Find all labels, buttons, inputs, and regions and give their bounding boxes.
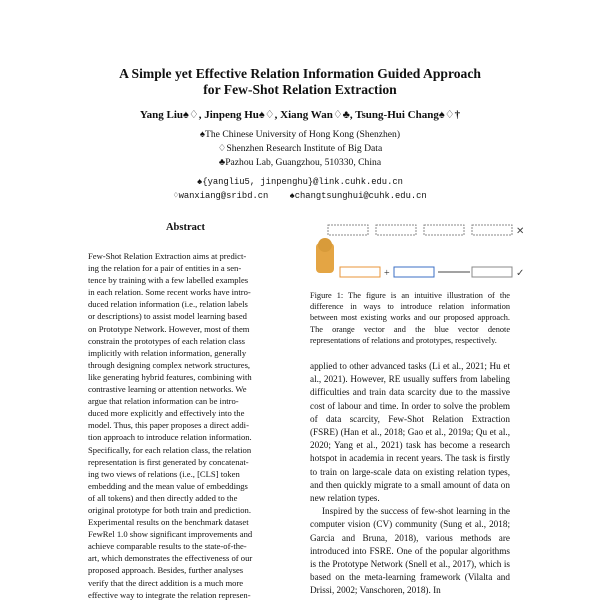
paragraph-2: Inspired by the success of few-shot learning in the computer vision (CV) community (Sung et al., 2018; Garcia and Bruna, 2018), various methods are introduced into FSRE. One of the popular algorithms is the Prototype Network (Snell et al., 2017), which is based on the meta-learning framework (Vilalta and Drissi, 2002; Vanschoren, 2018). In bbox=[310, 506, 510, 596]
abstract-line: or descriptions) to assist model learning based bbox=[88, 311, 247, 322]
abstract-body bbox=[88, 250, 283, 601]
abstract-line: Experimental results on the benchmark dataset bbox=[88, 517, 249, 528]
affiliation-3: ♣Pazhou Lab, Guangzhou, 510330, China bbox=[218, 157, 382, 168]
affiliation-1: ♠The Chinese University of Hong Kong (Shenzhen) bbox=[199, 129, 401, 140]
abstract-line: FewRel 1.0 show significant improvements and bbox=[88, 529, 253, 540]
character-head bbox=[318, 238, 332, 252]
check-icon: ✓ bbox=[516, 268, 525, 279]
email-chang: ♠changtsunghui@cuhk.edu.cn bbox=[289, 191, 427, 201]
abstract-line: tion approach to introduce relation information. bbox=[88, 432, 252, 443]
author-list: Yang Liu♠♢, Jinpeng Hu♠♢, Xiang Wan♢♣, Tsung-Hui Chang♠♢† bbox=[139, 109, 461, 121]
abstract-line: constrain the prototypes of each relation class bbox=[88, 335, 246, 346]
vector-box bbox=[424, 225, 464, 235]
plus-icon: + bbox=[384, 268, 390, 279]
abstract-line: tence by training with a few labelled examples bbox=[88, 275, 249, 286]
paragraph-1: applied to other advanced tasks (Li et al., 2021; Hu et al., 2021). However, RE usually suffers from labeling difficulties and train data scarcity due to the massive cost of labour and time. In order to solve the problem of data scarcity, Few-Shot Relation Extraction (FSRE) (Han et al., 2018; Gao et al., 2019a; Qu et al., 2020; Yang et al., 2021) task has become a research hotspot in academia in recent years. The task is firstly to train on large-scale data on existing relation types, and then quickly migrate to a small amount of data on new relation types. bbox=[310, 361, 510, 504]
vector-box bbox=[328, 225, 368, 235]
abstract-line: argue that relation information can be intro- bbox=[88, 396, 239, 407]
abstract-line: on Prototype Network. However, most of them bbox=[88, 323, 250, 334]
figure-row-existing-works bbox=[328, 225, 524, 237]
abstract-line: ing the relation for a pair of entities in a sen- bbox=[88, 263, 242, 274]
abstract-line: representation is first generated by concatenat- bbox=[88, 456, 249, 467]
figure-row-our-approach bbox=[340, 267, 524, 279]
figure-1-caption: Figure 1: The figure is an intuitive illustration of the difference in ways to introduce relation information between most existing works and our proposed approach. The orange vector and the blue vector denote representations of relations and prototypes, respectively. bbox=[310, 291, 510, 345]
abstract-line: Specifically, for each relation class, the relation bbox=[88, 444, 252, 455]
abstract-line: like generating hybrid features, combining with bbox=[88, 371, 252, 382]
abstract-line: duced relation information (i.e., relation labels bbox=[88, 299, 248, 310]
abstract-line: duced more explicitly and effectively into the bbox=[88, 408, 245, 419]
vector-box bbox=[472, 225, 512, 235]
abstract-line: verify that the direct addition is a much more bbox=[88, 577, 244, 588]
cross-icon: ✕ bbox=[516, 226, 525, 237]
abstract-line: embedding and the mean value of embeddings bbox=[88, 480, 248, 491]
email-wanxiang: ♢wanxiang@sribd.cn bbox=[173, 191, 269, 201]
abstract-line: art, which demonstrates the effectiveness of our bbox=[88, 553, 253, 564]
abstract-line: achieve comparable results to the state-of-the- bbox=[88, 541, 247, 552]
abstract-line: model. Thus, this paper proposes a direct addi- bbox=[88, 420, 249, 431]
prototype-vector bbox=[394, 267, 434, 277]
right-column-body bbox=[310, 360, 510, 598]
result-vector bbox=[472, 267, 512, 277]
figure-character bbox=[316, 238, 334, 273]
email-line-1: ♠{yangliu5, jinpenghu}@link.cuhk.edu.cn bbox=[197, 177, 403, 187]
relation-vector bbox=[340, 267, 380, 277]
vector-box bbox=[376, 225, 416, 235]
affiliation-2: ♢Shenzhen Research Institute of Big Data bbox=[217, 143, 383, 154]
figure-1-illustration bbox=[310, 215, 530, 285]
abstract-line: of all tokens) and then directly added to the bbox=[88, 492, 238, 503]
abstract-line: in each relation. Some recent works have intro- bbox=[88, 287, 251, 298]
abstract-line: contrastive learning or attention networks. We bbox=[88, 384, 247, 395]
title-line-1: A Simple yet Effective Relation Information Guided Approach bbox=[119, 66, 481, 81]
abstract-line: through designing complex network structures, bbox=[88, 359, 251, 370]
abstract-line: implicitly with relation information, generally bbox=[88, 347, 247, 358]
abstract-line: proposed approach. Besides, further analyses bbox=[88, 565, 244, 576]
abstract-line: Few-Shot Relation Extraction aims at predict- bbox=[88, 251, 247, 261]
abstract-heading: Abstract bbox=[165, 222, 206, 233]
abstract-line: effective way to integrate the relation represen- bbox=[88, 589, 251, 600]
abstract-line: original prototype for both train and prediction. bbox=[88, 504, 252, 515]
abstract-line: ing two views of relations (i.e., [CLS] token bbox=[88, 468, 240, 479]
email-line-2 bbox=[0, 190, 600, 203]
title-line-2: for Few-Shot Relation Extraction bbox=[203, 82, 397, 97]
paper-title bbox=[0, 66, 600, 98]
